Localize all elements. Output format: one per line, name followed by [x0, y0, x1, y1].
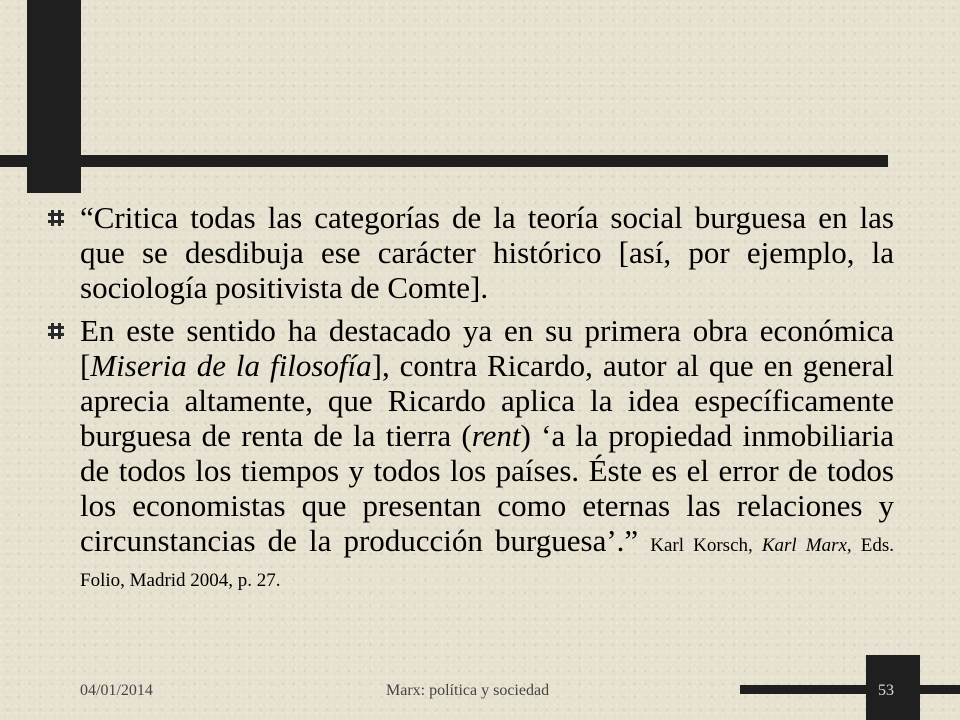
book-title: Miseria de la filosofía — [90, 348, 372, 383]
bullet-text-part: En este sentido ha destacado ya en su primera obra económica [ — [80, 313, 894, 383]
citation-title: Karl Marx, — [761, 535, 852, 556]
citation-details: Eds. Folio, Madrid 2004, p. 27. — [80, 535, 895, 591]
hash-bullet-icon — [48, 210, 64, 226]
footer-title: Marx: política y sociedad — [386, 682, 550, 699]
title-divider-line — [0, 155, 888, 167]
hash-bullet-icon — [48, 323, 64, 339]
bullet-text: “Critica todas las categorías de la teoría social burguesa en las que se desdibuja ese carácter histórico [así, por ejemplo, la sociología positivista de Comte]. — [80, 200, 894, 305]
citation-author: Karl Korsch, — [650, 535, 762, 556]
bullet-text-part: ) ‘a la propiedad inmobiliaria de todos los tiempos y todos los países. Éste es el error de todos los economistas que presentan como eternas las relaciones y circunstancias de la producción burguesa’.” — [80, 418, 894, 558]
bullet-item-2 — [48, 313, 894, 593]
page-number: 53 — [878, 682, 894, 699]
bullet-text-part: ], contra Ricardo, autor al que en general aprecia altamente, que Ricardo aplica la idea específicamente burguesa de renta de la tierra ( — [80, 348, 894, 453]
bullet-item-1 — [48, 200, 894, 305]
bullet-list — [48, 200, 894, 593]
footer-date: 04/01/2014 — [80, 682, 153, 699]
term-rent: rent — [471, 418, 521, 453]
footer-divider-line — [740, 685, 960, 694]
